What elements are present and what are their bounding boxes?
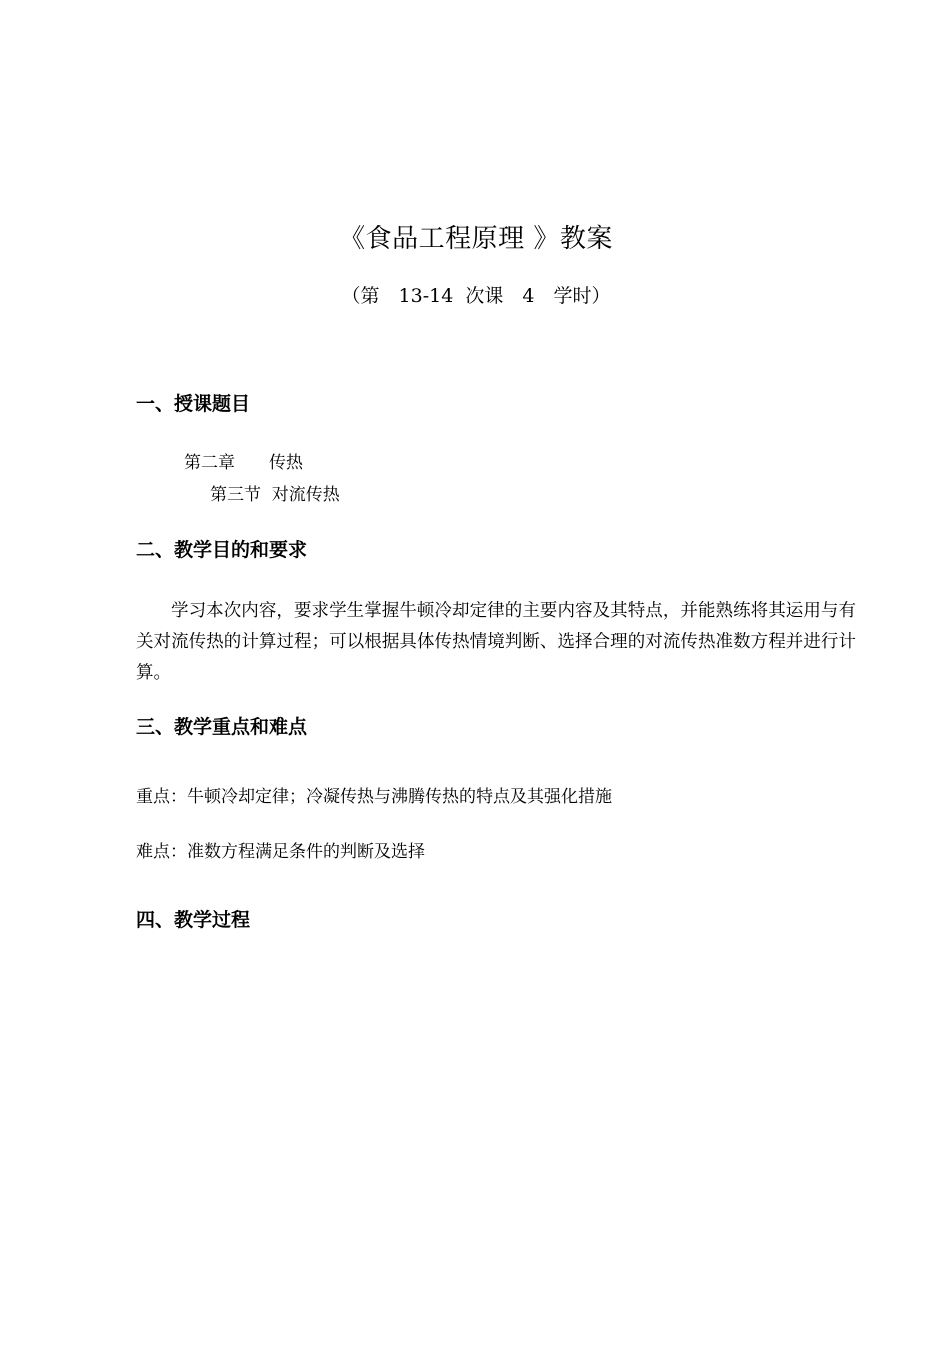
section-heading-key-points: 三、教学重点和难点 <box>136 716 308 738</box>
chapter-line: 第二章 传热 <box>184 453 303 473</box>
document-subtitle: （第 13-14 次课 4 学时） <box>341 285 611 307</box>
document-title: 《食品工程原理 》教案 <box>339 224 613 254</box>
section-line: 第三节 对流传热 <box>210 485 340 505</box>
section-heading-topic: 一、授课题目 <box>136 393 251 415</box>
section-heading-objectives: 二、教学目的和要求 <box>136 539 308 561</box>
key-points-line: 重点：牛顿冷却定律；冷凝传热与沸腾传热的特点及其强化措施 <box>136 787 612 807</box>
objectives-paragraph: 学习本次内容，要求学生掌握牛顿冷却定律的主要内容及其特点，并能熟练将其运用与有关对流传热的计算过程；可以根据具体传热情境判断、选择合理的对流传热准数方程并进行计算。 <box>136 601 856 683</box>
difficulties-line: 难点：准数方程满足条件的判断及选择 <box>136 842 425 862</box>
section-heading-process: 四、教学过程 <box>136 909 251 931</box>
